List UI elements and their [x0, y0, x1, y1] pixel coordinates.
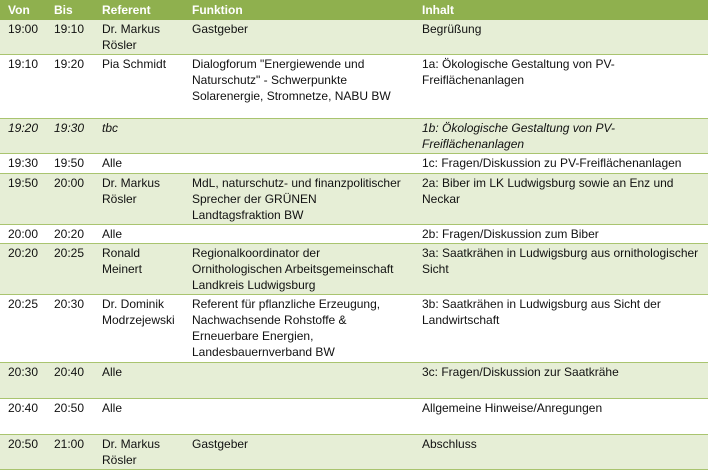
- cell-bis: 19:30: [46, 119, 94, 154]
- cell-referent: Dr. Markus Rösler: [94, 435, 184, 470]
- cell-inhalt: 1c: Fragen/Diskussion zu PV-Freiflächenanlagen: [414, 154, 708, 174]
- cell-von: 20:25: [0, 295, 46, 363]
- cell-von: 19:20: [0, 119, 46, 154]
- cell-bis: 19:10: [46, 20, 94, 55]
- cell-inhalt: 2a: Biber im LK Ludwigsburg sowie an Enz und Neckar: [414, 174, 708, 225]
- cell-funktion: Gastgeber: [184, 435, 414, 470]
- header-von: Von: [0, 0, 46, 20]
- table-row: [0, 119, 708, 154]
- cell-bis: 20:40: [46, 363, 94, 399]
- table-row: [0, 399, 708, 435]
- cell-referent: Alle: [94, 399, 184, 435]
- cell-funktion: [184, 154, 414, 174]
- cell-von: 20:20: [0, 244, 46, 295]
- table-row: [0, 154, 708, 174]
- table-row: [0, 435, 708, 470]
- cell-referent: Alle: [94, 225, 184, 244]
- cell-bis: 19:50: [46, 154, 94, 174]
- cell-funktion: MdL, naturschutz- und finanzpolitischer Sprecher der GRÜNEN Landtagsfraktion BW: [184, 174, 414, 225]
- cell-bis: 21:00: [46, 435, 94, 470]
- header-referent: Referent: [94, 0, 184, 20]
- cell-inhalt: Allgemeine Hinweise/Anregungen: [414, 399, 708, 435]
- cell-von: 19:00: [0, 20, 46, 55]
- cell-funktion: Dialogforum "Energiewende und Naturschutz" - Schwerpunkte Solarenergie, Stromnetze, NABU BW: [184, 55, 414, 119]
- cell-referent: Dr. Markus Rösler: [94, 174, 184, 225]
- cell-funktion: Regionalkoordinator der Ornithologischen Arbeitsgemeinschaft Landkreis Ludwigsburg: [184, 244, 414, 295]
- cell-funktion: [184, 399, 414, 435]
- header-bis: Bis: [46, 0, 94, 20]
- cell-bis: 20:25: [46, 244, 94, 295]
- cell-bis: 20:00: [46, 174, 94, 225]
- header-funktion: Funktion: [184, 0, 414, 20]
- cell-bis: 20:30: [46, 295, 94, 363]
- cell-inhalt: 3b: Saatkrähen in Ludwigsburg aus Sicht der Landwirtschaft: [414, 295, 708, 363]
- cell-inhalt: Begrüßung: [414, 20, 708, 55]
- cell-referent: Ronald Meinert: [94, 244, 184, 295]
- cell-von: 20:40: [0, 399, 46, 435]
- table-row: [0, 55, 708, 119]
- cell-bis: 20:20: [46, 225, 94, 244]
- cell-von: 20:30: [0, 363, 46, 399]
- table-row: [0, 244, 708, 295]
- cell-inhalt: 3c: Fragen/Diskussion zur Saatkrähe: [414, 363, 708, 399]
- cell-von: 19:30: [0, 154, 46, 174]
- cell-von: 19:50: [0, 174, 46, 225]
- cell-von: 20:00: [0, 225, 46, 244]
- cell-funktion: [184, 225, 414, 244]
- cell-referent: Alle: [94, 363, 184, 399]
- cell-referent: Alle: [94, 154, 184, 174]
- cell-inhalt: 3a: Saatkrähen in Ludwigsburg aus ornithologischer Sicht: [414, 244, 708, 295]
- cell-referent: Dr. Dominik Modrzejewski: [94, 295, 184, 363]
- table-row: [0, 295, 708, 363]
- cell-inhalt: 1a: Ökologische Gestaltung von PV-Freiflächenanlagen: [414, 55, 708, 119]
- cell-funktion: Gastgeber: [184, 20, 414, 55]
- table-row: [0, 20, 708, 55]
- cell-inhalt: Abschluss: [414, 435, 708, 470]
- header-row: [0, 0, 708, 20]
- cell-von: 19:10: [0, 55, 46, 119]
- cell-referent: Dr. Markus Rösler: [94, 20, 184, 55]
- cell-inhalt: 2b: Fragen/Diskussion zum Biber: [414, 225, 708, 244]
- cell-funktion: Referent für pflanzliche Erzeugung, Nachwachsende Rohstoffe & Erneuerbare Energien, Landesbauernverband BW: [184, 295, 414, 363]
- table-row: [0, 363, 708, 399]
- table-row: [0, 174, 708, 225]
- header-inhalt: Inhalt: [414, 0, 708, 20]
- cell-inhalt: 1b: Ökologische Gestaltung von PV-Freiflächenanlagen: [414, 119, 708, 154]
- cell-referent: tbc: [94, 119, 184, 154]
- cell-bis: 20:50: [46, 399, 94, 435]
- cell-funktion: [184, 363, 414, 399]
- cell-referent: Pia Schmidt: [94, 55, 184, 119]
- cell-funktion: [184, 119, 414, 154]
- cell-bis: 19:20: [46, 55, 94, 119]
- table-row: [0, 225, 708, 244]
- cell-von: 20:50: [0, 435, 46, 470]
